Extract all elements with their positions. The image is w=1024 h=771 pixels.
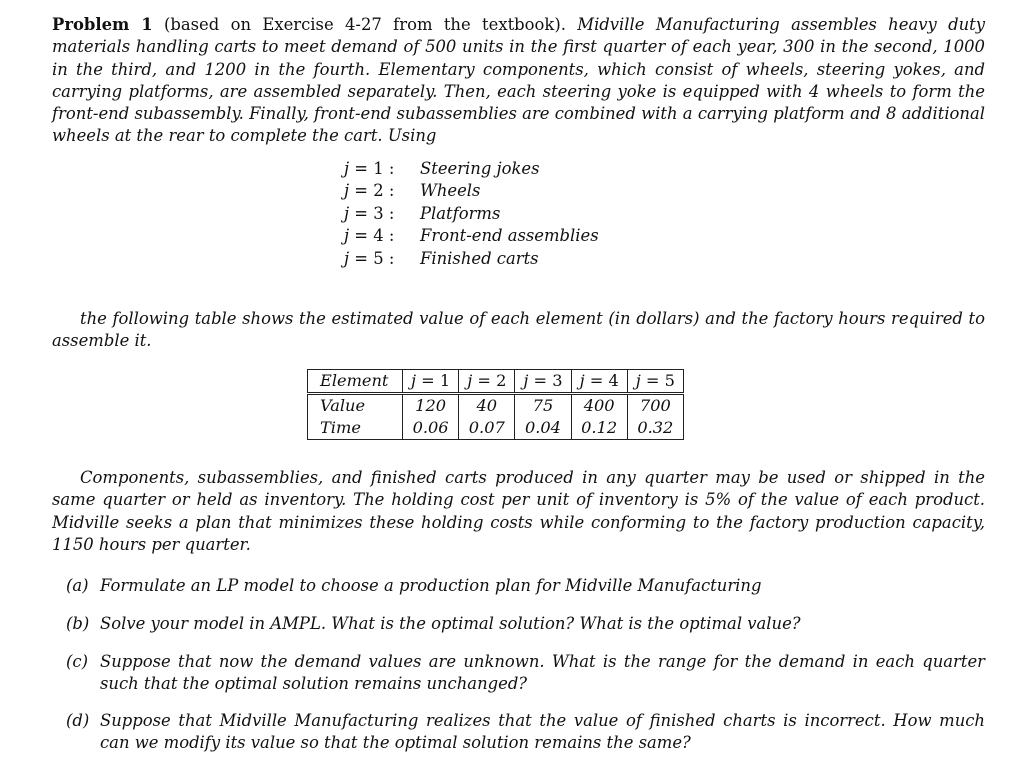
- table-cell: 400: [571, 394, 627, 418]
- element-index-row: [344, 203, 664, 225]
- table-column-header: j = 1: [403, 370, 459, 394]
- table-row-label: Value: [308, 394, 403, 418]
- question-a: [66, 575, 985, 597]
- element-index-label: j = 1 :: [344, 159, 395, 178]
- table-column-header: j = 4: [571, 370, 627, 394]
- problem-source: (based on Exercise 4-27 from the textbook).: [163, 15, 566, 34]
- problem-heading: Problem 1: [52, 15, 153, 34]
- table-cell: 0.07: [459, 417, 515, 440]
- table-header-label: Element: [308, 370, 403, 394]
- question-text: Formulate an LP model to choose a production plan for Midville Manufacturing: [100, 576, 762, 595]
- element-index-label: j = 3 :: [344, 203, 395, 223]
- table-cell: 75: [515, 394, 571, 418]
- inventory-paragraph: Components, subassemblies, and finished carts produced in any quarter may be used or shipped in the same quarter or held as inventory. The holding cost per unit of inventory is 5% of the value of each product. Midville seeks a plan that minimizes these holding costs while conforming to the factory production capacity, 1150 hours per quarter.: [52, 468, 985, 554]
- problem-statement: [52, 14, 985, 148]
- table-cell: 0.04: [515, 417, 571, 440]
- problem-text: Midville Manufacturing assembles heavy duty materials handling carts to meet demand of 500 units in the first quarter of each year, 300 in the second, 1000 in the third, and 1200 in the fourth. Elementary components, which consist of wheels, steering yokes, and carrying platforms, are assembled separately. Then, each steering yoke is equipped with 4 wheels to form the front-end subassembly. Finally, front-end subassemblies are combined with a carrying platform and 8 additional wheels at the rear to complete the cart. Using: [52, 15, 985, 146]
- table-row-label: Time: [308, 417, 403, 440]
- question-tag: (d): [66, 711, 90, 730]
- element-index-row: [344, 248, 664, 270]
- table-row: [308, 417, 684, 440]
- element-index-label: j = 5 :: [344, 248, 395, 268]
- question-c: [66, 651, 985, 696]
- value-time-table: [307, 369, 684, 440]
- table-column-header: j = 3: [515, 370, 571, 394]
- question-text: Solve your model in AMPL. What is the optimal solution? What is the optimal value?: [100, 614, 801, 633]
- table-cell: 700: [627, 394, 683, 418]
- question-tag: (a): [66, 576, 89, 595]
- question-d: [66, 710, 985, 755]
- element-index-desc: Front-end assemblies: [420, 226, 599, 246]
- element-index-desc: Platforms: [420, 203, 501, 223]
- question-text: Suppose that now the demand values are unknown. What is the range for the demand in each quarter such that the optimal solution remains unchanged?: [100, 652, 985, 694]
- element-index-row: [344, 180, 664, 202]
- element-index-row: [344, 158, 664, 180]
- table-column-header: j = 2: [459, 370, 515, 394]
- element-index-label: j = 2 :: [344, 181, 395, 201]
- table-cell: 40: [459, 394, 515, 418]
- table-cell: 0.32: [627, 417, 683, 440]
- table-row: [308, 394, 684, 418]
- table-cell: 0.12: [571, 417, 627, 440]
- table-header-row: [308, 370, 684, 394]
- table-cell: 0.06: [403, 417, 459, 440]
- question-text: Suppose that Midville Manufacturing realizes that the value of finished charts is incorrect. How much can we modify its value so that the optimal solution remains the same?: [100, 711, 985, 753]
- question-b: [66, 613, 985, 635]
- table-intro: the following table shows the estimated value of each element (in dollars) and the factory hours required to assemble it.: [52, 309, 985, 351]
- element-index-list: [344, 158, 664, 270]
- question-tag: (b): [66, 614, 90, 633]
- element-index-desc: Steering jokes: [420, 159, 540, 178]
- table-cell: 120: [403, 394, 459, 418]
- element-index-row: [344, 225, 664, 247]
- table-column-header: j = 5: [627, 370, 683, 394]
- element-index-desc: Finished carts: [420, 248, 539, 268]
- element-index-desc: Wheels: [420, 181, 481, 201]
- question-tag: (c): [66, 652, 88, 671]
- element-index-label: j = 4 :: [344, 226, 395, 246]
